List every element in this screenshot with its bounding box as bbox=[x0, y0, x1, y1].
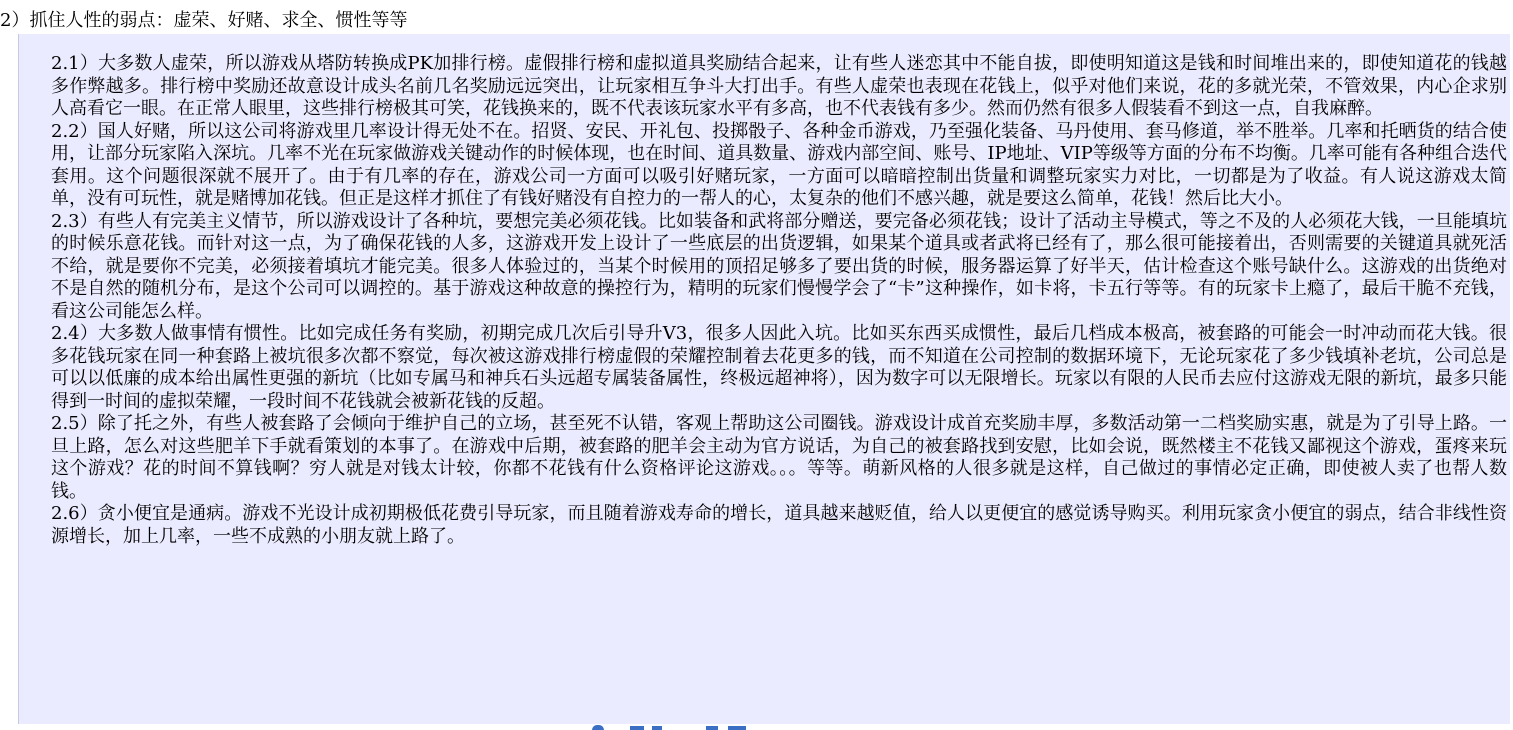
quoted-text-block bbox=[18, 34, 1510, 724]
bottom-toolbar-edge bbox=[0, 724, 1513, 730]
paragraph-2-4: 2.4）大多数人做事情有惯性。比如完成任务有奖励，初期完成几次后引导升V3，很多人因此入坑。比如买东西买成惯性，最后几档成本极高，被套路的可能会一时冲动而花大钱。很多花钱玩家在同一种套路上被坑很多次都不察觉，每次被这游戏排行榜虚假的荣耀控制着去花更多的钱，而不知道在公司控制的数据环境下，无论玩家花了多少钱填补老坑，公司总是可以以低廉的成本给出属性更强的新坑（比如专属马和神兵石头远超专属装备属性，终极远超神将），因为数字可以无限增长。玩家以有限的人民币去应付这游戏无限的新坑，最多只能得到一时间的虚拟荣耀，一段时间不花钱就会被新花钱的反超。 bbox=[51, 323, 1507, 412]
paragraph-2-1: 2.1）大多数人虚荣，所以游戏从塔防转换成PK加排行榜。虚假排行榜和虚拟道具奖励结合起来，让有些人迷恋其中不能自拔，即使明知道这是钱和时间堆出来的，即使知道花的钱越多作弊越多。排行榜中奖励还故意设计成头名前几名奖励远远突出，让玩家相互争斗大打出手。有些人虚荣也表现在花钱上，似乎对他们来说，花的多就光荣，不管效果，内心企求别人高看它一眼。在正常人眼里，这些排行榜极其可笑，花钱换来的，既不代表该玩家水平有多高，也不代表钱有多少。然而仍然有很多人假装看不到这一点，自我麻醉。 bbox=[51, 53, 1507, 119]
paragraph-2-3: 2.3）有些人有完美主义情节，所以游戏设计了各种坑，要想完美必须花钱。比如装备和武将部分赠送，要完备必须花钱；设计了活动主导模式，等之不及的人必须花大钱，一旦能填坑的时候乐意花钱。而针对这一点，为了确保花钱的人多，这游戏开发上设计了一些底层的出货逻辑，如果某个道具或者武将已经有了，那么很可能接着出，否则需要的关键道具就死活不给，就是要你不完美，必须接着填坑才能完美。很多人体验过的，当某个时候用的顶招足够多了要出货的时候，服务器运算了好半天，估计检查这个账号缺什么。这游戏的出货绝对不是自然的随机分布，是这个公司可以调控的。基于游戏这种故意的操控行为，精明的玩家们慢慢学会了“卡”这种操作，如卡将，卡五行等等。有的玩家卡上瘾了，最后干脆不充钱，看这公司能怎么样。 bbox=[51, 210, 1507, 322]
paragraph-2-2: 2.2）国人好赌，所以这公司将游戏里几率设计得无处不在。招贤、安民、开礼包、投掷骰子、各种金币游戏，乃至强化装备、马丹使用、套马修道，举不胜举。几率和托晒货的结合使用，让部分玩家陷入深坑。几率不光在玩家做游戏关键动作的时候体现，也在时间、道具数量、游戏内部空间、账号、IP地址、VIP等级等方面的分布不均衡。几率可能有各种组合迭代套用。这个问题很深就不展开了。由于有几率的存在，游戏公司一方面可以吸引好赌玩家，一方面可以暗暗控制出货量和调整玩家实力对比，一切都是为了收益。有人说这游戏太简单，没有可玩性，就是赌博加花钱。但正是这样才抓住了有钱好赌没有自控力的一帮人的心，太复杂的他们不感兴趣，就是要这么简单，花钱！然后比大小。 bbox=[51, 120, 1507, 209]
section-heading: 2）抓住人性的弱点：虚荣、好赌、求全、惯性等等 bbox=[0, 10, 408, 31]
toolbar-icon[interactable] bbox=[728, 726, 746, 730]
paragraph-2-6: 2.6）贪小便宜是通病。游戏不光设计成初期极低花费引导玩家，而且随着游戏寿命的增长，道具越来越贬值，给人以更便宜的感觉诱导购买。利用玩家贪小便宜的弱点，结合非线性资源增长，加上几率，一些不成熟的小朋友就上路了。 bbox=[51, 503, 1507, 547]
toolbar-icon[interactable] bbox=[706, 726, 718, 730]
paragraph-2-5: 2.5）除了托之外，有些人被套路了会倾向于维护自己的立场，甚至死不认错，客观上帮助这公司圈钱。游戏设计成首充奖励丰厚，多数活动第一二档奖励实惠，就是为了引导上路。一旦上路，怎么对这些肥羊下手就看策划的本事了。在游戏中后期，被套路的肥羊会主动为官方说话，为自己的被套路找到安慰，比如会说，既然楼主不花钱又鄙视这个游戏，蛋疼来玩这个游戏？花的时间不算钱啊？穷人就是对钱太计较，你都不花钱有什么资格评论这游戏。。。等等。萌新风格的人很多就是这样，自己做过的事情必定正确，即使被人卖了也帮人数钱。 bbox=[51, 413, 1507, 502]
toolbar-icon[interactable] bbox=[630, 726, 644, 730]
reply-icon[interactable] bbox=[592, 725, 604, 730]
quoted-text-body bbox=[51, 53, 1507, 548]
toolbar-icon[interactable] bbox=[652, 726, 662, 730]
